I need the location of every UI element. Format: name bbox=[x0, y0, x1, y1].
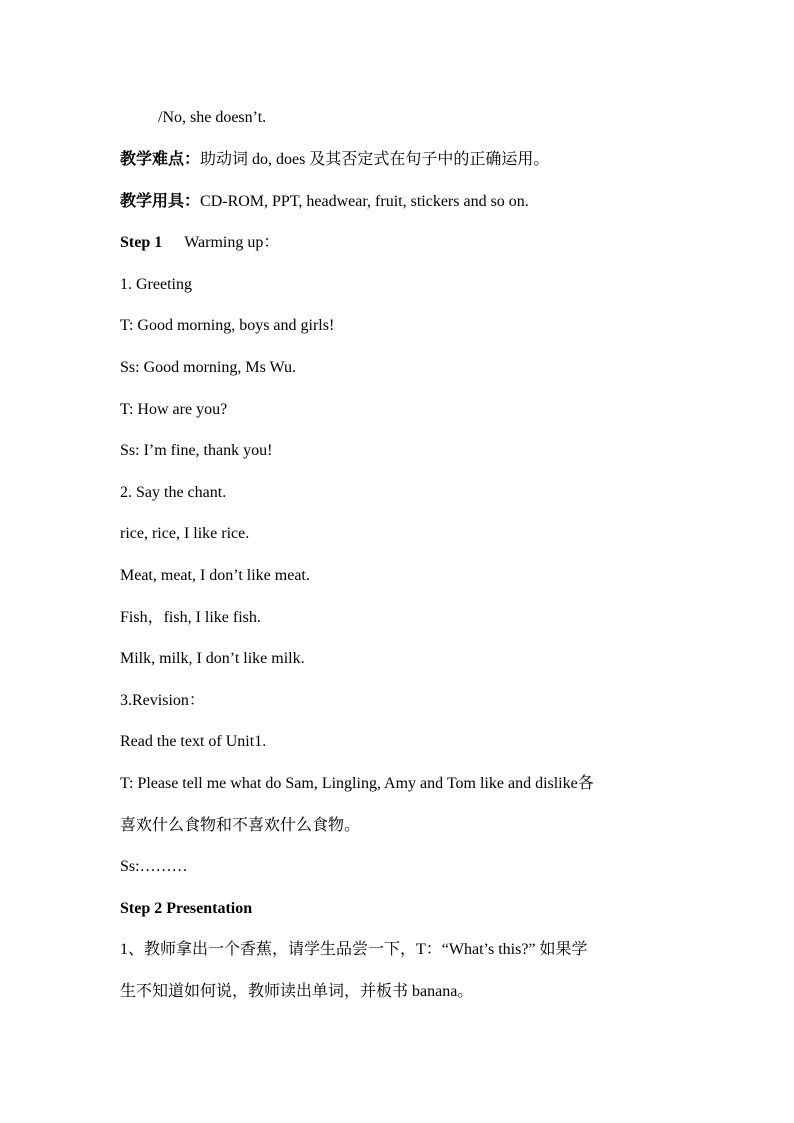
step-1-heading bbox=[120, 233, 680, 253]
presentation-line: 1、教师拿出一个香蕉，请学生品尝一下，T：“What’s this?” 如果学 bbox=[120, 941, 588, 958]
presentation-line: 生不知道如何说，教师读出单词，并板书 banana。 bbox=[120, 983, 474, 1000]
chant-line: Meat, meat, I don’t like meat. bbox=[120, 567, 310, 584]
step-1-text: Warming up： bbox=[184, 234, 280, 251]
revision-line: Read the text of Unit1. bbox=[120, 733, 267, 750]
greeting-line: Ss: Good morning, Ms Wu. bbox=[120, 359, 296, 376]
teaching-difficulty-line bbox=[120, 150, 680, 170]
chant-line: rice, rice, I like rice. bbox=[120, 525, 250, 542]
chant-line: Milk, milk, I don’t like milk. bbox=[120, 650, 305, 667]
chant-title: 2. Say the chant. bbox=[120, 484, 227, 501]
step-1-label: Step 1 bbox=[120, 234, 163, 251]
teaching-materials-line bbox=[120, 192, 680, 212]
greeting-title: 1. Greeting bbox=[120, 276, 192, 293]
answer-line: /No, she doesn’t. bbox=[158, 109, 267, 126]
chant-line: Fish，fish, I like fish. bbox=[120, 609, 261, 626]
revision-line: 喜欢什么食物和不喜欢什么食物。 bbox=[120, 817, 361, 834]
teaching-difficulty-text: 助动词 do, does 及其否定式在句子中的正确运用。 bbox=[200, 151, 550, 168]
step-2-heading: Step 2 Presentation bbox=[120, 900, 253, 917]
teaching-materials-text: CD-ROM, PPT, headwear, fruit, stickers and so on. bbox=[200, 193, 529, 210]
teaching-difficulty-label: 教学难点： bbox=[120, 151, 201, 168]
revision-line: T: Please tell me what do Sam, Lingling, Amy and Tom like and dislike各 bbox=[120, 775, 594, 792]
revision-line: Ss:……… bbox=[120, 858, 188, 875]
greeting-line: Ss: I’m fine, thank you! bbox=[120, 442, 273, 459]
revision-title: 3.Revision： bbox=[120, 692, 205, 709]
greeting-line: T: How are you? bbox=[120, 401, 228, 418]
teaching-materials-label: 教学用具： bbox=[120, 193, 201, 210]
greeting-line: T: Good morning, boys and girls! bbox=[120, 317, 335, 334]
